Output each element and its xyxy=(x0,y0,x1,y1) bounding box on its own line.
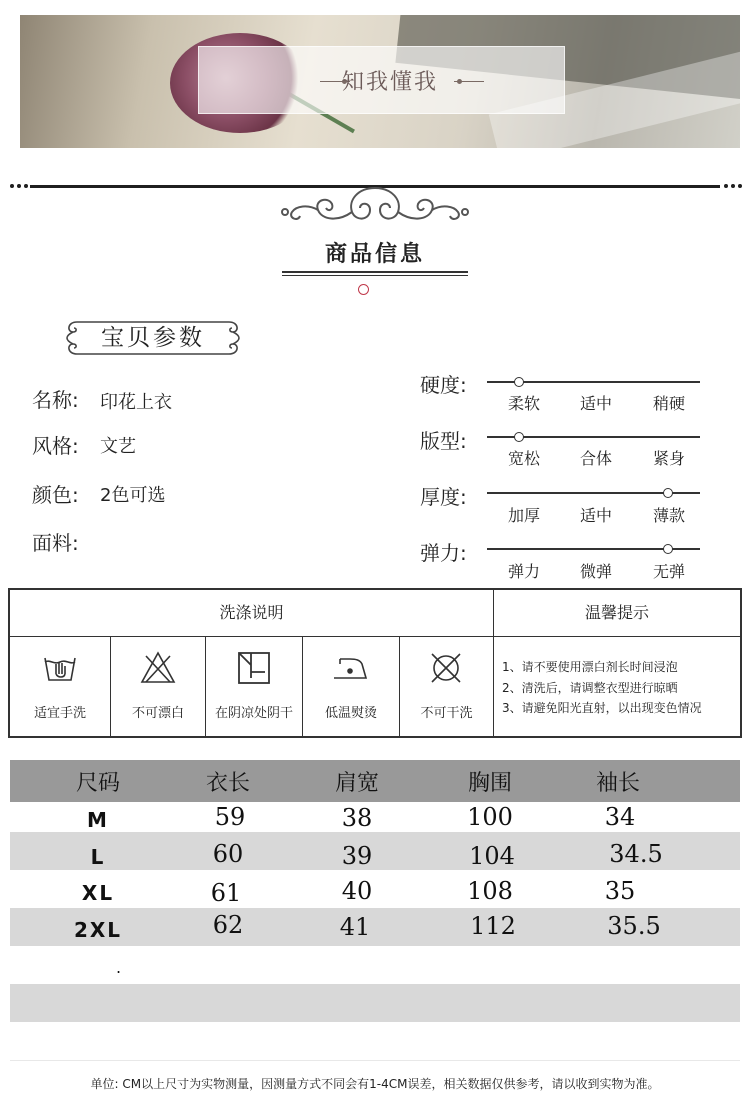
size-cell: 104 xyxy=(469,842,515,870)
no-bleach-icon xyxy=(140,650,176,686)
size-cell: L xyxy=(90,845,106,869)
banner-image xyxy=(20,15,740,148)
tip-item: 1、请不要使用漂白剂长时间浸泡 xyxy=(502,660,678,674)
stray-mark: . xyxy=(116,958,122,977)
size-cell: XL xyxy=(81,881,115,905)
scale-thickness-marker xyxy=(663,488,673,498)
size-table-band xyxy=(10,984,740,1022)
section-title: 商品信息 xyxy=(324,241,425,267)
size-cell: 2XL xyxy=(73,918,123,942)
care-table-rule xyxy=(8,636,742,637)
size-cell: 61 xyxy=(210,879,242,907)
size-footnote: 单位: CM以上尺寸为实物测量，因测量方式不同会有1-4CM误差，相关数据仅供参考，请以收到实物为准。 xyxy=(90,1077,660,1091)
size-cell: 112 xyxy=(470,912,516,940)
scale-option: 适中 xyxy=(579,506,612,525)
size-cell: M xyxy=(87,808,109,832)
tip-item: 3、请避免阳光直射，以出现变色情况 xyxy=(502,701,702,715)
scale-fit-marker xyxy=(514,432,524,442)
scale-thickness-label: 厚度: xyxy=(420,485,467,509)
size-cell: 59 xyxy=(214,803,246,831)
scale-fit-label: 版型: xyxy=(420,429,467,453)
scale-hardness-label: 硬度: xyxy=(420,373,467,397)
care-wash-title: 洗涤说明 xyxy=(219,603,284,622)
scale-option: 薄款 xyxy=(652,506,685,525)
size-cell: 40 xyxy=(341,877,373,905)
scale-option: 柔软 xyxy=(507,394,540,413)
care-no-dry-clean-label: 不可干洗 xyxy=(420,706,473,721)
attr-fabric-label: 面料: xyxy=(32,531,79,555)
care-shade-dry-label: 在阴凉处阴干 xyxy=(214,706,293,721)
size-col-header: 尺码 xyxy=(75,771,120,796)
care-low-iron-label: 低温熨烫 xyxy=(324,706,377,721)
scale-option: 加厚 xyxy=(507,506,540,525)
scale-option: 宽松 xyxy=(507,449,540,468)
size-cell: 34 xyxy=(604,803,636,831)
scroll-ornament-icon xyxy=(278,182,472,228)
scale-elasticity-label: 弹力: xyxy=(420,541,467,565)
scale-option: 合体 xyxy=(579,449,612,468)
care-table-divider xyxy=(205,636,206,738)
divider-dot xyxy=(17,184,21,188)
badge-label: 宝贝参数 xyxy=(101,325,205,351)
care-tips-title: 温馨提示 xyxy=(584,603,649,622)
care-no-bleach-label: 不可漂白 xyxy=(131,706,184,721)
accent-circle-icon xyxy=(358,284,369,295)
size-cell: 41 xyxy=(339,913,371,941)
divider-dot xyxy=(731,184,735,188)
scale-hardness-marker xyxy=(514,377,524,387)
low-iron-icon xyxy=(332,650,368,686)
size-table-rule xyxy=(10,1060,740,1061)
attr-color-label: 颜色: xyxy=(32,483,79,507)
shade-dry-icon xyxy=(236,650,272,686)
divider-dot xyxy=(724,184,728,188)
section-title-rule xyxy=(282,275,468,276)
hand-wash-icon xyxy=(42,650,78,686)
attr-name-label: 名称: xyxy=(32,388,79,412)
divider-dot xyxy=(738,184,742,188)
scale-elasticity-marker xyxy=(663,544,673,554)
care-table-divider xyxy=(302,636,303,738)
care-table-divider xyxy=(110,636,111,738)
care-table-divider xyxy=(399,636,400,738)
size-cell: 39 xyxy=(341,842,373,870)
scale-option: 紧身 xyxy=(652,449,685,468)
scale-option: 适中 xyxy=(579,394,612,413)
section-title-rule xyxy=(282,271,468,273)
scale-option: 无弹 xyxy=(652,562,685,581)
size-col-header: 胸围 xyxy=(467,771,512,796)
size-cell: 34.5 xyxy=(609,840,663,868)
attr-style-value: 文艺 xyxy=(100,436,136,457)
no-dry-clean-icon xyxy=(428,650,464,686)
size-col-header: 肩宽 xyxy=(334,771,379,796)
size-cell: 38 xyxy=(341,804,373,832)
size-col-header: 袖长 xyxy=(595,771,640,796)
scale-option: 微弹 xyxy=(579,562,612,581)
banner-title: 知我懂我 xyxy=(341,70,438,95)
tip-item: 2、清洗后，请调整衣型进行晾晒 xyxy=(502,681,678,695)
scale-option: 稍硬 xyxy=(652,394,685,413)
care-hand-wash-label: 适宜手洗 xyxy=(33,706,86,721)
attr-style-label: 风格: xyxy=(32,434,79,458)
size-cell: 35.5 xyxy=(607,912,661,940)
divider-dot xyxy=(24,184,28,188)
size-cell: 100 xyxy=(467,803,513,831)
size-cell: 108 xyxy=(467,877,513,905)
size-col-header: 衣长 xyxy=(205,771,250,796)
attr-color-value: 2色可选 xyxy=(100,485,166,506)
attr-name-value: 印花上衣 xyxy=(100,392,172,413)
scale-option: 弹力 xyxy=(507,562,540,581)
size-cell: 35 xyxy=(604,877,636,905)
size-cell: 60 xyxy=(212,840,244,868)
size-cell: 62 xyxy=(212,911,244,939)
divider-dot xyxy=(10,184,14,188)
